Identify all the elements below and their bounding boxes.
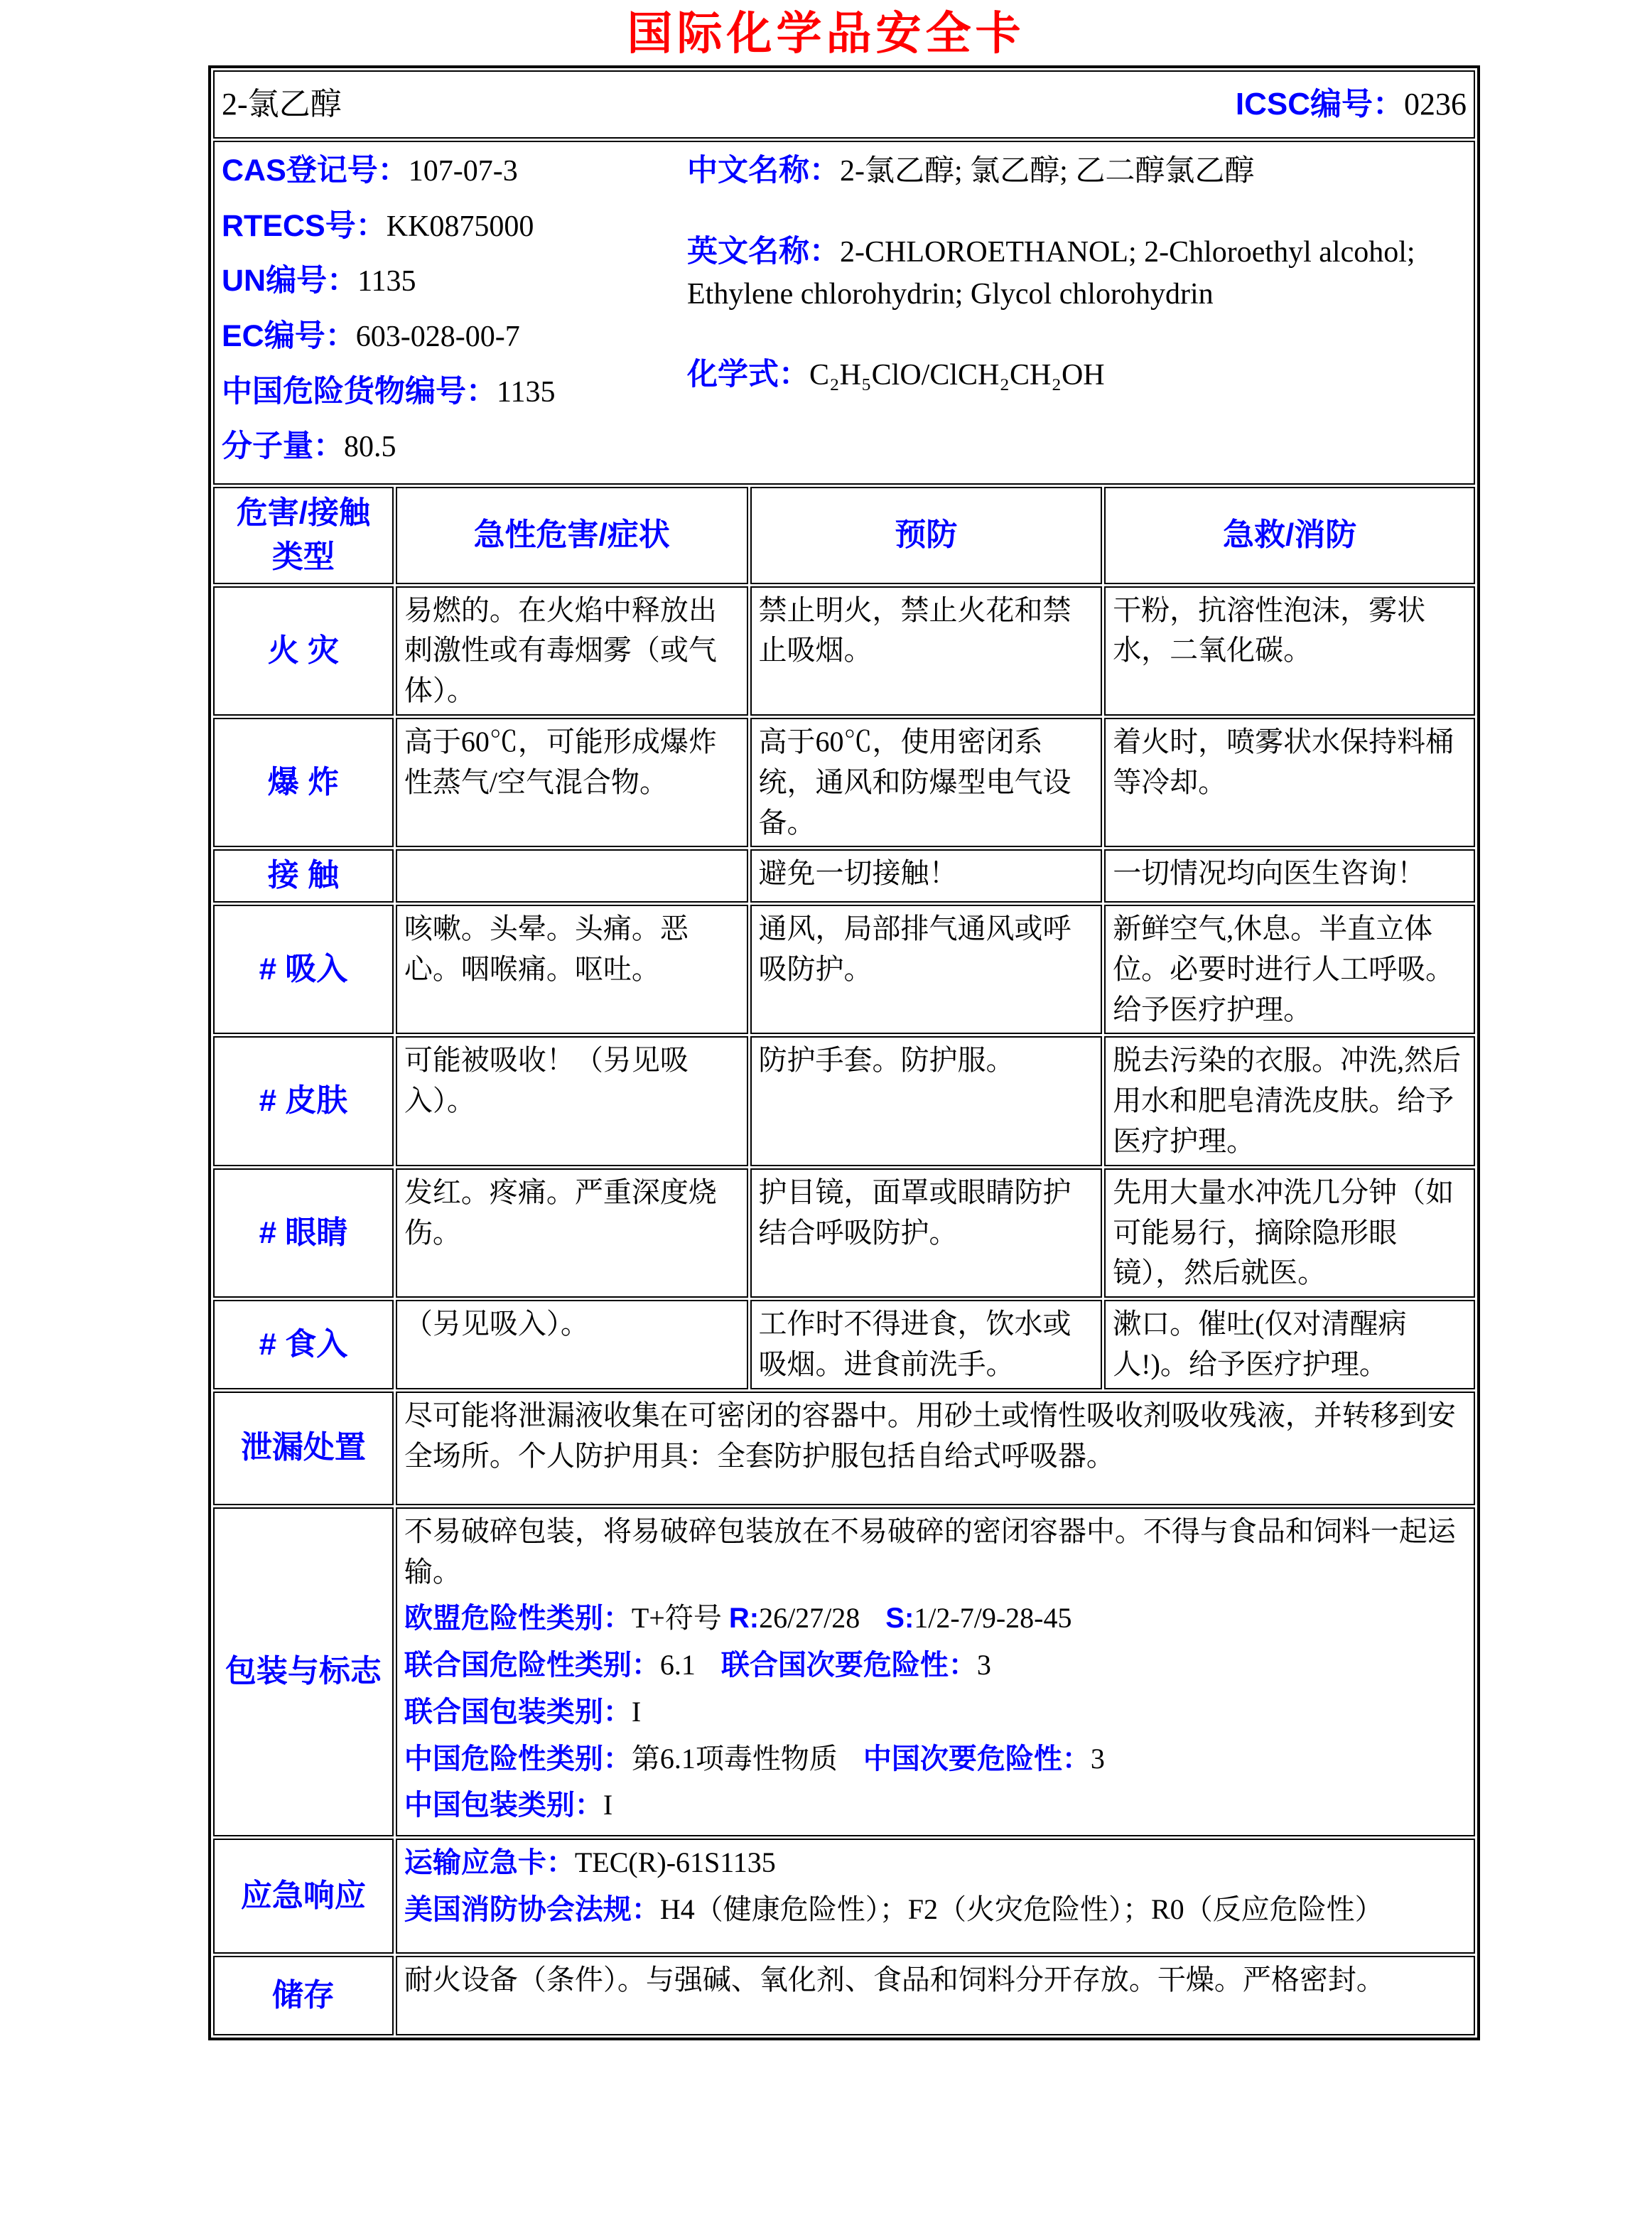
s-phrases-value: 1/2-7/9-28-45 — [914, 1602, 1072, 1635]
eyes-prevention: 护目镜，面罩或眼睛防护结合呼吸防护。 — [750, 1168, 1103, 1298]
cas-label: CAS登记号： — [222, 154, 409, 188]
china-dg-value: 1135 — [497, 375, 556, 409]
storage-row — [213, 1956, 1475, 2035]
eu-hazard-label: 欧盟危险性类别： — [404, 1603, 632, 1635]
china-hazard-label: 中国危险性类别： — [404, 1743, 632, 1775]
packaging-content — [396, 1507, 1475, 1837]
cas-value: 107-07-3 — [408, 155, 518, 188]
tec-value: TEC(R)-61S1135 — [574, 1846, 776, 1879]
formula-line — [687, 353, 1467, 397]
china-sub-hazard-label: 中国次要危险性： — [863, 1743, 1091, 1775]
un-sub-hazard-value: 3 — [976, 1649, 991, 1681]
eyes-row — [213, 1168, 1475, 1298]
un-value: 1135 — [357, 265, 416, 298]
skin-prevention: 防护手套。防护服。 — [750, 1036, 1103, 1166]
icsc-number-value: 0236 — [1404, 86, 1467, 122]
header-prevention: 预防 — [750, 487, 1103, 584]
un-sub-hazard-label: 联合国次要危险性： — [720, 1650, 977, 1681]
r-phrases-value: 26/27/28 — [759, 1602, 860, 1635]
chinese-name-label: 中文名称： — [687, 154, 840, 188]
mol-weight-value: 80.5 — [344, 431, 396, 464]
storage-label: 储存 — [213, 1956, 394, 2035]
spill-label: 泄漏处置 — [213, 1392, 394, 1505]
china-packing-value: I — [603, 1789, 613, 1821]
contact-symptom — [396, 849, 748, 902]
explosion-prevention: 高于60℃，使用密闭系统，通风和防爆型电气设备。 — [750, 718, 1103, 847]
inhalation-prevention: 通风，局部排气通风或呼吸防护。 — [750, 905, 1103, 1034]
packaging-label: 包装与标志 — [213, 1507, 394, 1837]
explosion-label: 爆 炸 — [213, 718, 394, 847]
china-hazard-value: 第6.1项毒性物质 — [631, 1742, 838, 1775]
chemical-name: 2-氯乙醇 — [222, 86, 342, 122]
eu-hazard-value: T+符号 — [631, 1602, 729, 1635]
header-first-aid: 急救/消防 — [1104, 487, 1475, 584]
inhalation-row — [213, 905, 1475, 1034]
inhalation-symptom: 咳嗽。头晕。头痛。恶心。咽喉痛。呕吐。 — [396, 905, 748, 1034]
eyes-symptom: 发红。疼痛。严重深度烧伤。 — [396, 1168, 748, 1298]
storage-text: 耐火设备（条件）。与强碱、氧化剂、食品和饲料分开存放。干燥。严格密封。 — [396, 1956, 1475, 2035]
icsc-number — [1236, 82, 1467, 127]
ingestion-label: # 食入 — [213, 1300, 394, 1389]
nfpa-line — [404, 1890, 1467, 1930]
r-phrases-label: R: — [728, 1603, 760, 1635]
page-title: 国际化学品安全卡 — [627, 9, 1025, 59]
rtecs-label: RTECS号： — [222, 208, 387, 243]
un-hazard-line — [404, 1645, 1467, 1686]
s-phrases-label: S: — [885, 1603, 914, 1635]
rtecs-value: KK0875000 — [386, 210, 534, 243]
icsc-card-table — [208, 65, 1480, 2040]
icsc-number-label: ICSC编号： — [1235, 86, 1404, 122]
nfpa-value: H4（健康危险性）；F2（火灾危险性）；R0（反应危险性） — [659, 1893, 1383, 1926]
nfpa-label: 美国消防协会法规： — [404, 1894, 660, 1926]
emergency-label: 应急响应 — [213, 1839, 394, 1954]
explosion-symptom: 高于60℃，可能形成爆炸性蒸气/空气混合物。 — [396, 718, 748, 847]
skin-row — [213, 1036, 1475, 1166]
eyes-label: # 眼睛 — [213, 1168, 394, 1298]
skin-label: # 皮肤 — [213, 1036, 394, 1166]
explosion-row — [213, 718, 1475, 847]
mol-weight-line — [222, 425, 687, 469]
inhalation-label: # 吸入 — [213, 905, 394, 1034]
chinese-name-value: 2-氯乙醇; 氯乙醇; 乙二醇氯乙醇 — [840, 155, 1255, 188]
ec-line — [222, 315, 687, 359]
cas-line — [222, 149, 687, 193]
ingestion-symptom: （另见吸入）。 — [396, 1300, 748, 1389]
china-packing-line — [404, 1785, 1467, 1826]
fire-row — [213, 586, 1475, 716]
un-packing-line — [404, 1692, 1467, 1733]
fire-label: 火 灾 — [213, 586, 394, 716]
skin-symptom: 可能被吸收！（另见吸入）。 — [396, 1036, 748, 1166]
identifiers-cell — [213, 141, 1475, 485]
fire-response: 干粉，抗溶性泡沫，雾状水，二氧化碳。 — [1104, 586, 1475, 716]
ingestion-row — [213, 1300, 1475, 1389]
contact-label: 接 触 — [213, 849, 394, 902]
un-packing-value: I — [631, 1695, 642, 1728]
spill-row — [213, 1392, 1475, 1505]
names-block — [687, 145, 1467, 480]
un-line — [222, 259, 687, 303]
china-sub-hazard-value: 3 — [1090, 1742, 1105, 1775]
un-hazard-value: 6.1 — [659, 1649, 696, 1681]
contact-prevention: 避免一切接触！ — [750, 849, 1103, 902]
emergency-row — [213, 1839, 1475, 1954]
contact-row — [213, 849, 1475, 902]
tec-label: 运输应急卡： — [404, 1847, 575, 1879]
ec-label: EC编号： — [222, 318, 356, 353]
packaging-transport-note: 不易破碎包装，将易破碎包装放在不易破碎的密闭容器中。不得与食品和饲料一起运输。 — [404, 1514, 1456, 1588]
ec-value: 603-028-00-7 — [355, 320, 520, 353]
eu-hazard-line — [404, 1598, 1467, 1639]
skin-response: 脱去污染的衣服。冲洗,然后用水和肥皂清洗皮肤。给予医疗护理。 — [1104, 1036, 1475, 1166]
ingestion-prevention: 工作时不得进食，饮水或吸烟。进食前洗手。 — [750, 1300, 1103, 1389]
ingestion-response: 漱口。催吐(仅对清醒病人!)。给予医疗护理。 — [1104, 1300, 1475, 1389]
un-packing-label: 联合国包装类别： — [404, 1696, 632, 1728]
packaging-row — [213, 1507, 1475, 1837]
china-dg-line — [222, 370, 687, 414]
identifiers-row — [213, 141, 1475, 485]
fire-symptom: 易燃的。在火焰中释放出刺激性或有毒烟雾（或气体）。 — [396, 586, 748, 716]
explosion-response: 着火时，喷雾状水保持料桶等冷却。 — [1104, 718, 1475, 847]
chinese-name-line — [687, 149, 1467, 193]
rtecs-line — [222, 205, 687, 249]
mol-weight-label: 分子量： — [222, 429, 344, 464]
hazard-header-row — [213, 487, 1475, 584]
formula-value: C₂H₅ClO/ClCH₂CH₂OH — [809, 358, 1105, 392]
spill-text: 尽可能将泄漏液收集在可密闭的容器中。用砂土或惰性吸收剂吸收残液，并转移到安全场所。个人防护用具：全套防护服包括自给式呼吸器。 — [396, 1392, 1475, 1505]
english-name-label: 英文名称： — [687, 234, 840, 269]
english-name-line — [687, 230, 1467, 316]
china-dg-label: 中国危险货物编号： — [222, 374, 497, 409]
emergency-content — [396, 1839, 1475, 1954]
inhalation-response: 新鲜空气,休息。半直立体位。必要时进行人工呼吸。给予医疗护理。 — [1104, 905, 1475, 1034]
name-bar-row — [213, 70, 1475, 139]
un-hazard-label: 联合国危险性类别： — [404, 1650, 660, 1681]
eyes-response: 先用大量水冲洗几分钟（如可能易行，摘除隐形眼镜），然后就医。 — [1104, 1168, 1475, 1298]
fire-prevention: 禁止明火，禁止火花和禁止吸烟。 — [750, 586, 1103, 716]
contact-response: 一切情况均向医生咨询！ — [1104, 849, 1475, 902]
tec-line — [404, 1843, 1467, 1883]
english-name-value: 2-CHLOROETHANOL; 2-Chloroethyl alcohol; Ethylene chlorohydrin; Glycol chlorohydrin — [687, 235, 1415, 311]
formula-label: 化学式： — [687, 357, 809, 392]
registry-numbers-block — [222, 145, 687, 480]
header-hazard-type: 危害/接触 类型 — [213, 487, 394, 584]
un-label: UN编号： — [222, 264, 358, 298]
china-packing-label: 中国包装类别： — [404, 1790, 603, 1821]
header-acute-symptoms: 急性危害/症状 — [396, 487, 748, 584]
name-bar-cell — [213, 70, 1475, 139]
china-hazard-line — [404, 1739, 1467, 1780]
